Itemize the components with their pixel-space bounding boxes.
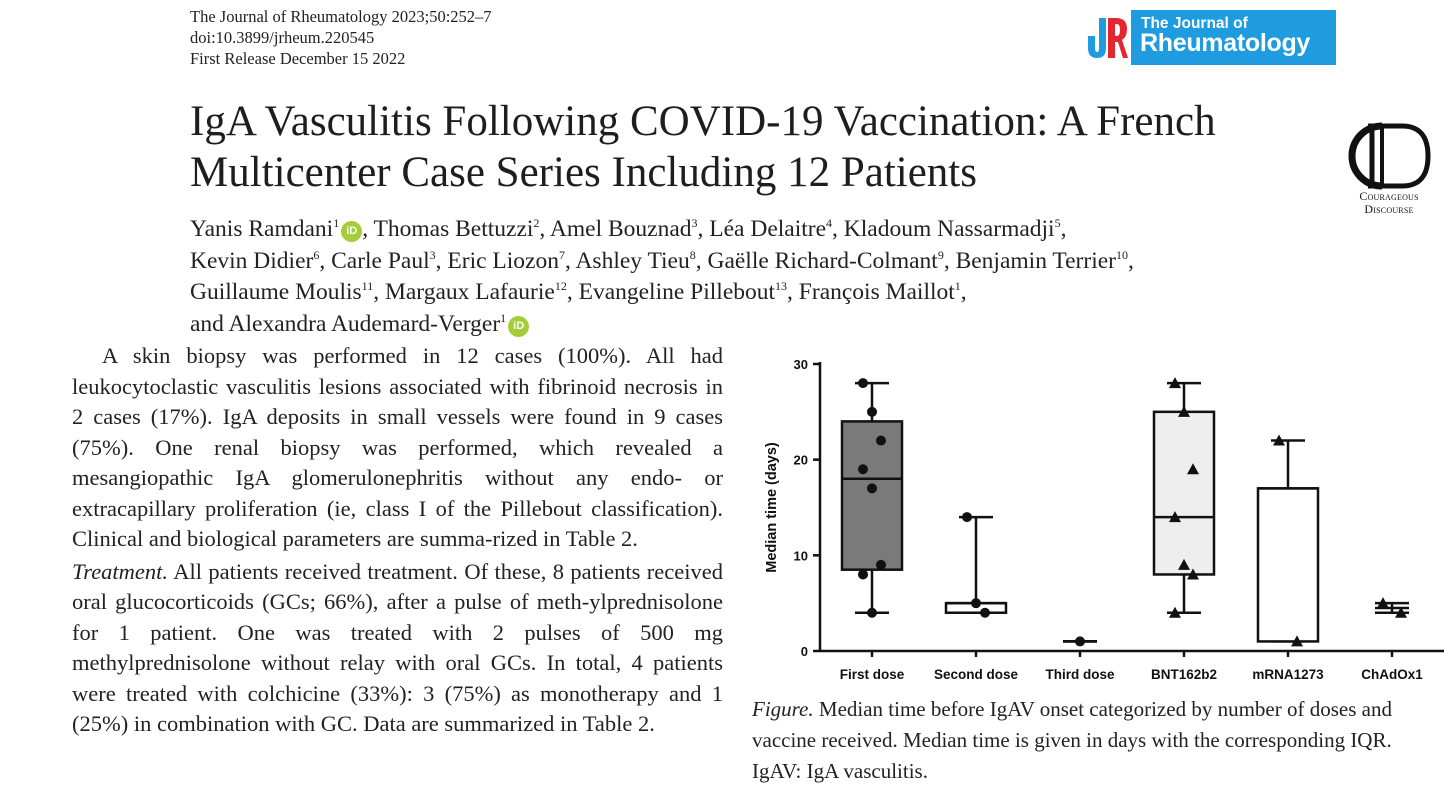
author-name: Benjamin Terrier xyxy=(955,247,1116,274)
author-line xyxy=(190,309,1350,341)
author-separator: , xyxy=(960,279,967,305)
caption-line-1 xyxy=(752,694,1452,725)
journal-logo-big-text: Rheumatology xyxy=(1140,29,1311,57)
author-name: Amel Bouznad xyxy=(549,216,692,242)
author-affiliation: 12 xyxy=(554,279,567,293)
author-affiliation: 10 xyxy=(1115,247,1128,262)
author-name: Ashley Tieu xyxy=(575,247,690,274)
data-point xyxy=(858,464,868,474)
figure-caption xyxy=(752,694,1452,787)
y-axis-label: Median time (days) xyxy=(764,442,780,573)
author-separator: , xyxy=(362,216,374,242)
data-point xyxy=(980,608,990,618)
courageous-discourse-wordmark xyxy=(1340,190,1438,215)
author-affiliation: 9 xyxy=(937,247,944,262)
author-name: Guillaume Moulis xyxy=(190,279,362,305)
paragraph-biopsy: A skin biopsy was performed in 12 cases (100%). All had leukocytoclastic vasculitis lesions associated with fibrinoid necrosis in 2 cases (17%). IgA deposits in small vessels were found in 9 cases (75%). One renal biopsy was performed, which revealed a mesangiopathic IgA glomerulonephritis without any endo- or extracapillary proliferation (ie, class I of the Pillebout classification). Clinical and biological parameters are summa-rized in Table 2. xyxy=(72,343,723,551)
author-separator: , xyxy=(564,247,576,274)
jr-monogram-icon xyxy=(1084,12,1128,62)
caption-label: Figure. xyxy=(752,697,814,721)
title-line-2: Multicenter Case Series Including 12 Patients xyxy=(190,149,977,196)
y-tick-label: 20 xyxy=(793,452,808,468)
treatment-text: All patients received treatment. Of these, 8 patients received oral glucocorticoids (GCs; 66%), after a pulse of meth-ylprednisolone for 1 patient. One was treated with 2 pulses of 500 mg methylprednisolone without relay with oral GCs. In total, 4 patients were treated with colchicine (33%): 3 (75%) as monotherapy and 1 (25%) in combination with GC. Data are summarized in Table 2. xyxy=(72,558,723,736)
author-affiliation: 4 xyxy=(826,216,833,230)
citation-release: First Release December 15 2022 xyxy=(190,49,406,68)
x-tick-label: Second dose xyxy=(933,667,1019,682)
x-tick-label: Third dose xyxy=(1045,667,1115,682)
author-separator: , xyxy=(566,279,579,305)
author-name: Yanis Ramdani xyxy=(190,216,334,242)
wordmark-line-1: Courageous xyxy=(1359,189,1419,203)
author-separator: , xyxy=(1127,247,1134,274)
data-point xyxy=(858,569,868,579)
y-tick-label: 0 xyxy=(800,644,808,659)
author-affiliation: 3 xyxy=(429,247,436,262)
author-affiliation: 3 xyxy=(691,216,698,230)
caption-line-3: IgAV: IgA vasculitis. xyxy=(752,759,928,783)
author-affiliation: 1 xyxy=(954,279,961,293)
author-affiliation: 6 xyxy=(313,247,320,262)
x-tick-label: BNT162b2 xyxy=(1150,667,1218,682)
paragraph-treatment xyxy=(72,557,723,740)
author-name: Kevin Didier xyxy=(190,247,314,274)
author-affiliation: 11 xyxy=(361,279,374,293)
citation-block xyxy=(190,6,492,69)
article-title xyxy=(190,96,1310,198)
author-separator: , xyxy=(435,247,448,274)
author-line xyxy=(190,277,1350,309)
author-separator: , xyxy=(697,216,710,242)
data-point xyxy=(1075,636,1085,646)
author-name: Gaëlle Richard-Colmant xyxy=(707,247,938,274)
citation-doi: doi:10.3899/jrheum.220545 xyxy=(190,28,375,47)
author-line xyxy=(190,246,1350,278)
author-separator: , xyxy=(695,247,708,274)
y-tick-label: 30 xyxy=(793,357,808,372)
author-name: François Maillot xyxy=(798,279,955,305)
author-list xyxy=(190,214,1350,340)
author-line xyxy=(190,214,1350,246)
x-tick-label: ChAdOx1 xyxy=(1361,667,1423,682)
y-tick-label: 10 xyxy=(793,548,808,564)
data-point xyxy=(867,608,877,618)
author-affiliation: 2 xyxy=(533,216,540,230)
data-point xyxy=(876,560,886,570)
data-point xyxy=(867,483,877,493)
author-name: Evangeline Pillebout xyxy=(578,279,776,305)
x-tick-label: mRNA1273 xyxy=(1252,667,1324,682)
author-name: Kladoum Nassarmadji xyxy=(843,216,1055,242)
author-affiliation: 8 xyxy=(689,247,696,262)
data-point xyxy=(962,512,972,522)
data-point xyxy=(858,378,868,388)
author-separator: , xyxy=(373,279,385,305)
x-tick-label: First dose xyxy=(839,667,905,682)
author-affiliation: 1 xyxy=(500,310,507,325)
author-name: Thomas Bettuzzi xyxy=(373,216,534,242)
courageous-discourse-logo xyxy=(1340,120,1438,220)
author-name: Carle Paul xyxy=(331,247,430,274)
caption-line-2: vaccine received. Median time is given in days with the corresponding IQR. xyxy=(752,728,1392,752)
author-separator: , xyxy=(787,279,799,305)
iqr-box xyxy=(1154,412,1214,575)
treatment-heading: Treatment. xyxy=(72,558,169,584)
caption-text-1: Median time before IgAV onset categorized by number of doses and xyxy=(813,697,1392,721)
citation-journal: The Journal of Rheumatology 2023;50:252–7 xyxy=(190,7,492,26)
journal-logo xyxy=(1084,10,1336,66)
box-plot-chart xyxy=(752,350,1452,686)
author-name: Margaux Lafaurie xyxy=(384,279,555,305)
data-point xyxy=(971,598,981,608)
author-affiliation: 5 xyxy=(1054,216,1061,230)
journal-logo-banner xyxy=(1131,10,1336,65)
title-line-1: IgA Vasculitis Following COVID-19 Vaccination: A French xyxy=(190,98,1216,145)
iqr-box xyxy=(842,421,902,569)
author-separator: , xyxy=(943,247,956,274)
journal-logo-small-text: The Journal of xyxy=(1141,15,1248,32)
author-separator: , xyxy=(832,216,844,242)
orcid-icon[interactable]: iD xyxy=(508,316,529,337)
author-separator: , xyxy=(319,247,332,274)
data-point xyxy=(876,436,886,446)
author-name: Eric Liozon xyxy=(447,247,559,274)
author-separator: , xyxy=(539,216,550,242)
author-separator: , xyxy=(1060,216,1067,242)
wordmark-line-2: Discourse xyxy=(1364,201,1414,216)
iqr-box xyxy=(1258,488,1318,641)
author-affiliation: 13 xyxy=(775,279,788,293)
orcid-icon[interactable]: iD xyxy=(341,221,362,242)
author-name: and Alexandra Audemard-Verger xyxy=(190,310,501,337)
author-name: Léa Delaitre xyxy=(709,216,827,242)
body-text xyxy=(72,341,723,740)
cd-monogram-icon xyxy=(1342,120,1432,192)
author-affiliation: 7 xyxy=(558,247,565,262)
data-point xyxy=(867,407,877,417)
author-affiliation: 1 xyxy=(333,216,340,230)
